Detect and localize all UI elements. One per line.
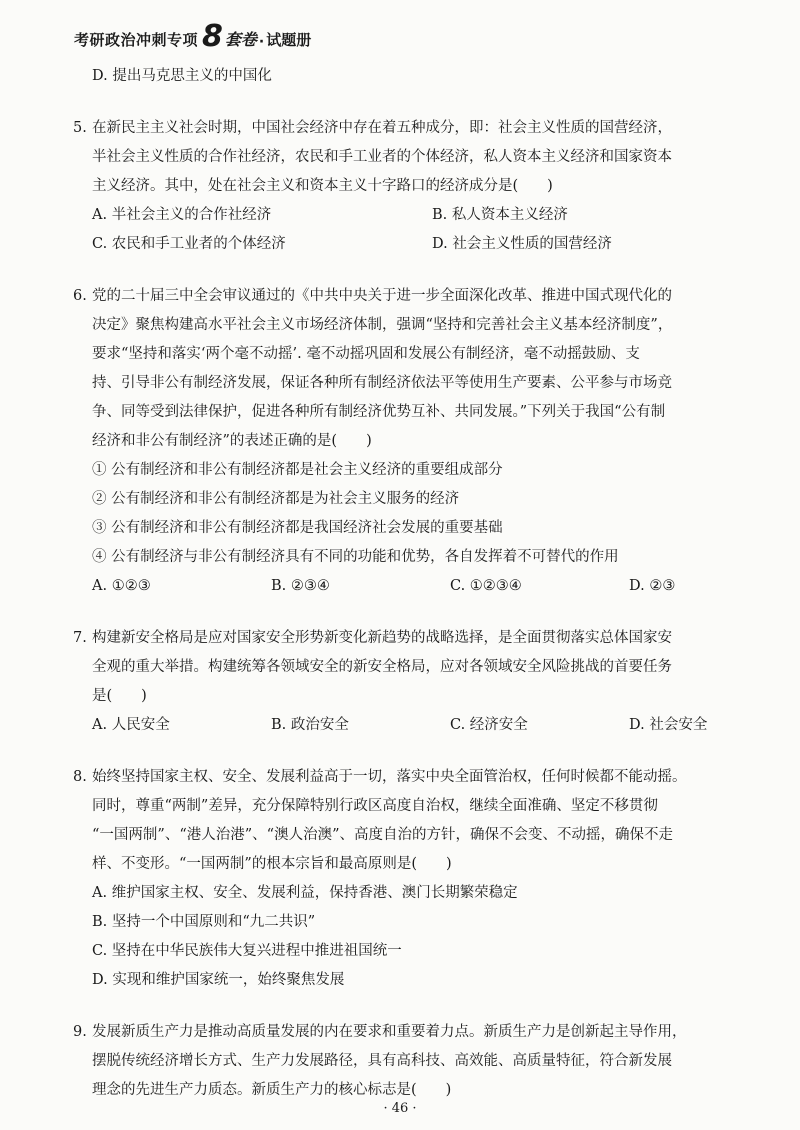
question-text: 全观的重大举措。构建统筹各领域安全的新安全格局，应对各领域安全风险挑战的首要任务 xyxy=(92,659,672,675)
option-a: A. 人民安全 xyxy=(92,717,170,733)
question-number: 7. xyxy=(73,630,87,646)
running-header xyxy=(74,19,312,54)
statement-item: ③ 公有制经济和非公有制经济都是我国经济社会发展的重要基础 xyxy=(92,520,503,536)
question-text: 决定》聚焦构建高水平社会主义市场经济体制，强调“坚持和完善社会主义基本经济制度”， xyxy=(92,317,673,333)
question-text: 主义经济。其中，处在社会主义和资本主义十字路口的经济成分是( ) xyxy=(92,178,553,194)
option-c: C. 农民和手工业者的个体经济 xyxy=(92,236,286,252)
question-text: 始终坚持国家主权、安全、发展利益高于一切，落实中央全面管治权，任何时候都不能动摇。 xyxy=(92,769,687,785)
option-d: D. ②③ xyxy=(629,578,676,594)
option-a: A. 半社会主义的合作社经济 xyxy=(92,207,272,223)
option-b: B. 政治安全 xyxy=(271,717,349,733)
question-6 xyxy=(73,282,732,601)
question-text: 半社会主义性质的合作社经济，农民和手工业者的个体经济，私人资本主义经济和国家资本 xyxy=(92,149,672,165)
header-separator: · xyxy=(258,34,265,50)
header-eight: 8 xyxy=(202,19,223,54)
option-d: D. 社会安全 xyxy=(629,717,708,733)
statement-item: ① 公有制经济和非公有制经济都是社会主义经济的重要组成部分 xyxy=(92,462,503,478)
question-text: 是( ) xyxy=(92,688,147,704)
question-5 xyxy=(73,114,732,259)
question-text: 持、引导非公有制经济发展，保证各种所有制经济依法平等使用生产要素、公平参与市场竞 xyxy=(92,375,672,391)
option-b: B. ②③④ xyxy=(271,578,330,594)
question-text: 同时，尊重“两制”差异，充分保障特别行政区高度自治权，继续全面准确、坚定不移贯彻 xyxy=(92,798,658,814)
statement-item: ② 公有制经济和非公有制经济都是为社会主义服务的经济 xyxy=(92,491,460,507)
page-number: · 46 · xyxy=(383,1101,417,1116)
question-text: 争、同等受到法律保护，促进各种所有制经济优势互补、共同发展。”下列关于我国“公有制 xyxy=(92,404,666,420)
option-a: A. ①②③ xyxy=(92,578,151,594)
option-d: D. 实现和维护国家统一，始终聚焦发展 xyxy=(92,972,345,988)
prev-option: D. 提出马克思主义的中国化 xyxy=(92,68,272,84)
header-book: 试题册 xyxy=(266,31,312,49)
header-title: 考研政治冲刺专项 xyxy=(74,31,199,49)
option-c: C. 坚持在中华民族伟大复兴进程中推进祖国统一 xyxy=(92,943,402,959)
statement-item: ④ 公有制经济与非公有制经济具有不同的功能和优势，各自发挥着不可替代的作用 xyxy=(92,549,619,565)
option-b: B. 坚持一个中国原则和“九二共识” xyxy=(92,914,316,930)
page-content xyxy=(73,62,732,1105)
question-text: 要求“坚持和落实‘两个毫不动摇’. 毫不动摇巩固和发展公有制经济，毫不动摇鼓励、支 xyxy=(92,346,640,362)
question-number: 8. xyxy=(73,769,87,785)
option-b: B. 私人资本主义经济 xyxy=(432,207,568,223)
question-text: 样、不变形。“一国两制”的根本宗旨和最高原则是( ) xyxy=(92,856,452,872)
question-number: 9. xyxy=(73,1024,87,1040)
question-text: 构建新安全格局是应对国家安全形势新变化新趋势的战略选择，是全面贯彻落实总体国家安 xyxy=(92,630,672,646)
question-7 xyxy=(73,624,732,740)
option-c: C. ①②③④ xyxy=(450,578,522,594)
question-text: 理念的先进生产力质态。新质生产力的核心标志是( ) xyxy=(92,1082,452,1098)
question-number: 6. xyxy=(73,288,87,304)
question-text: 经济和非公有制经济”的表述正确的是( ) xyxy=(92,433,372,449)
question-text: 在新民主主义社会时期，中国社会经济中存在着五种成分，即：社会主义性质的国营经济， xyxy=(92,120,672,136)
question-text: 发展新质生产力是推动高质量发展的内在要求和重要着力点。新质生产力是创新起主导作用， xyxy=(92,1024,687,1040)
option-c: C. 经济安全 xyxy=(450,717,528,733)
question-text: 摆脱传统经济增长方式、生产力发展路径，具有高科技、高效能、高质量特征，符合新发展 xyxy=(92,1053,672,1069)
option-d: D. 社会主义性质的国营经济 xyxy=(432,236,612,252)
question-8 xyxy=(73,763,732,995)
question-text: 党的二十届三中全会审议通过的《中共中央关于进一步全面深化改革、推进中国式现代化的 xyxy=(92,288,672,304)
question-9 xyxy=(73,1018,732,1105)
option-a: A. 维护国家主权、安全、发展利益，保持香港、澳门长期繁荣稳定 xyxy=(92,885,518,901)
question-text: “一国两制”、“港人治港”、“澳人治澳”、高度自治的方针，确保不会变、不动摇，确保不走 xyxy=(92,827,673,843)
header-tao: 套卷 xyxy=(224,30,257,49)
question-number: 5. xyxy=(73,120,87,136)
